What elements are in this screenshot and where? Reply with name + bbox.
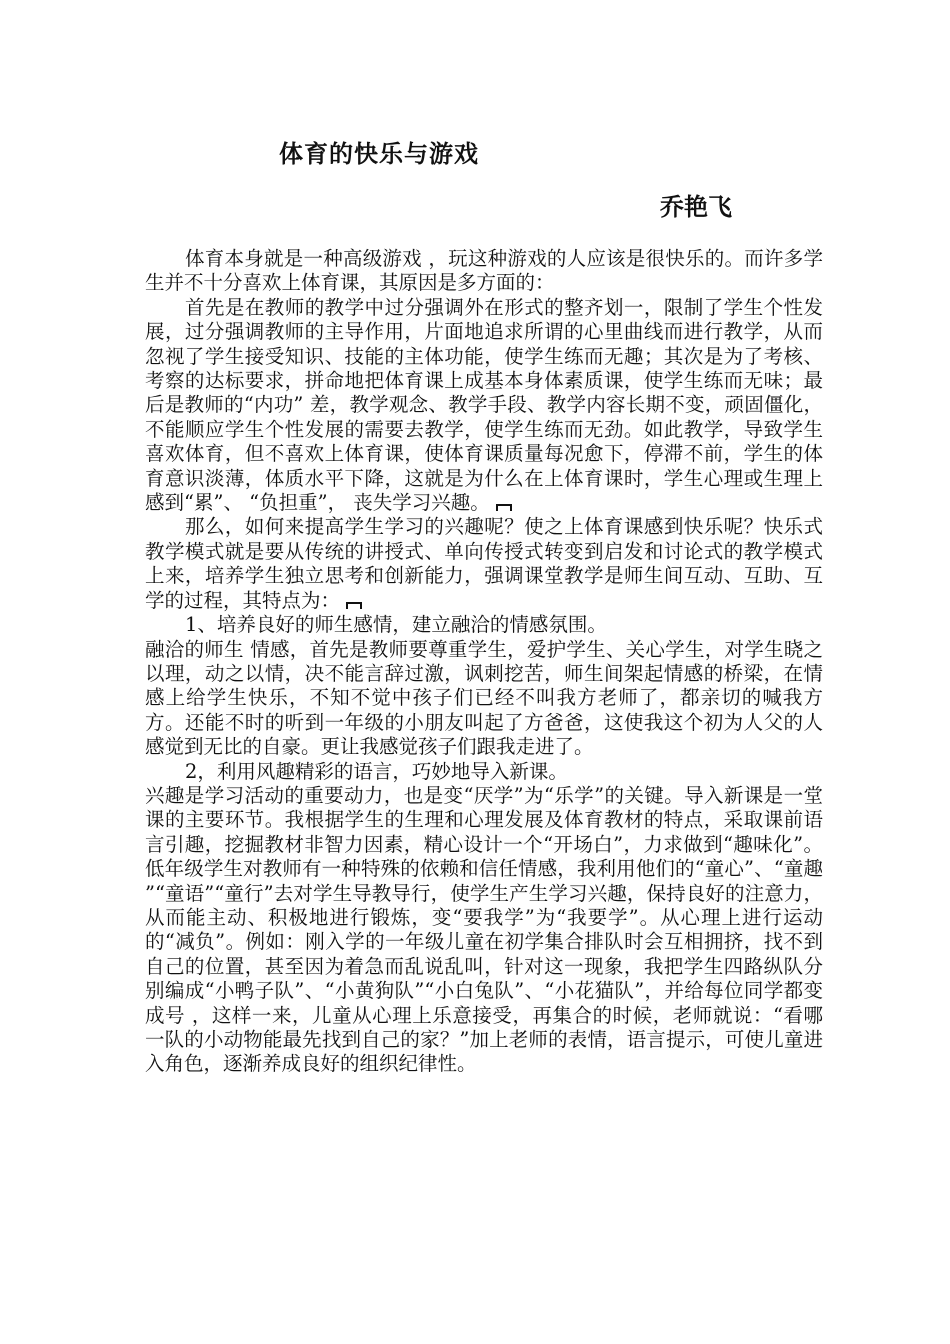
paragraph-text: 体育本身就是一种高级游戏 ，玩这种游戏的人应该是很快乐的。而许多学生并不十分喜欢上体育课，其原因是多方面的： xyxy=(145,247,823,295)
paragraph-text: 首先是在教师的教学中过分强调外在形式的整齐划一，限制了学生个性发展，过分强调教师的主导作用，片面地追求所谓的心里曲线而进行教学，从而忽视了学生接受知识、技能的主体功能，使学生练而无趣；其次是为了考核、考察的达标要求，拼命地把体育课上成基本身体素质课，使学生练而无味；最后是教师的“内功” 差，教学观念、教学手段、教学内容长期不变，顽固僵化，不能顺应学生个性发展的需要去教学，使学生练而无劲。如此教学，导致学生喜欢体育，但不喜欢上体育课，使体育课质量每况愈下，停滞不前，学生的体育意识淡薄，体质水平下降，这就是为什么在上体育课时，学生心理或生理上感到“累”、 “负担重”， 丧失学习兴趣。 xyxy=(145,295,823,515)
paragraph xyxy=(145,784,823,1077)
author-name: 乔艳飞 xyxy=(660,192,732,221)
paragraph xyxy=(145,296,823,516)
paragraph xyxy=(145,760,823,784)
paragraph-text: 融洽的师生 情感，首先是教师要尊重学生，爱护学生、关心学生，对学生晓之以理，动之以情，决不能言辞过激，讽刺挖苦，师生间架起情感的桥梁，在情感上给学生快乐，不知不觉中孩子们已经不叫我方老师了，都亲切的喊我方方。还能不时的听到一年级的小朋友叫起了方爸爸，这使我这个初为人父的人感觉到无比的自豪。更让我感觉孩子们跟我走进了。 xyxy=(145,637,823,759)
document-body xyxy=(145,247,823,1077)
paragraph-text: 2，利用风趣精彩的语言，巧妙地导入新课。 xyxy=(185,759,568,783)
paragraph-text: 那么，如何来提高学生学习的兴趣呢？使之上体育课感到快乐呢？快乐式教学模式就是要从传统的讲授式、单向传授式转变到启发和讨论式的教学模式上来，培养学生独立思考和创新能力，强调课堂教学是师生间互动、互助、互学的过程，其特点为： xyxy=(145,515,823,612)
paragraph xyxy=(145,613,823,637)
document-title: 体育的快乐与游戏 xyxy=(279,139,479,168)
paragraph xyxy=(145,638,823,760)
paragraph-text: 1、培养良好的师生感情，建立融洽的情感氛围。 xyxy=(185,613,607,637)
paragraph-text: 兴趣是学习活动的重要动力，也是变“厌学”为“乐学”的关键。导入新课是一堂课的主要环节。我根据学生的生理和心理发展及体育教材的特点，采取课前语言引趣，挖掘教材非智力因素，精心设计一个“开场白”，力求做到“趣味化”。低年级学生对教师有一种特殊的依赖和信任情感，我利用他们的“童心”、“童趣 ”“童语”“童行”去对学生导教导行，使学生产生学习兴趣，保持良好的注意力，从而能主动、积极地进行锻炼，变“要我学”为“我要学”。从心理上进行运动的“减负”。例如：刚入学的一年级儿童在初学集合排队时会互相拥挤，找不到自己的位置，甚至因为着急而乱说乱叫，针对这一现象，我把学生四路纵队分别编成“小鸭子队”、“小黄狗队”“小白兔队”、“小花猫队”，并给每位同学都变成号 ，这样一来，儿童从心理上乐意接受，再集合的时候，老师就说：“看哪一队的小动物能最先找到自己的家？”加上老师的表情，语言提示，可使儿童进入角色，逐渐养成良好的组织纪律性。 xyxy=(145,783,823,1076)
paragraph-mark-icon xyxy=(496,504,512,511)
paragraph xyxy=(145,515,823,613)
paragraph-mark-icon xyxy=(346,602,362,609)
paragraph xyxy=(145,247,823,296)
